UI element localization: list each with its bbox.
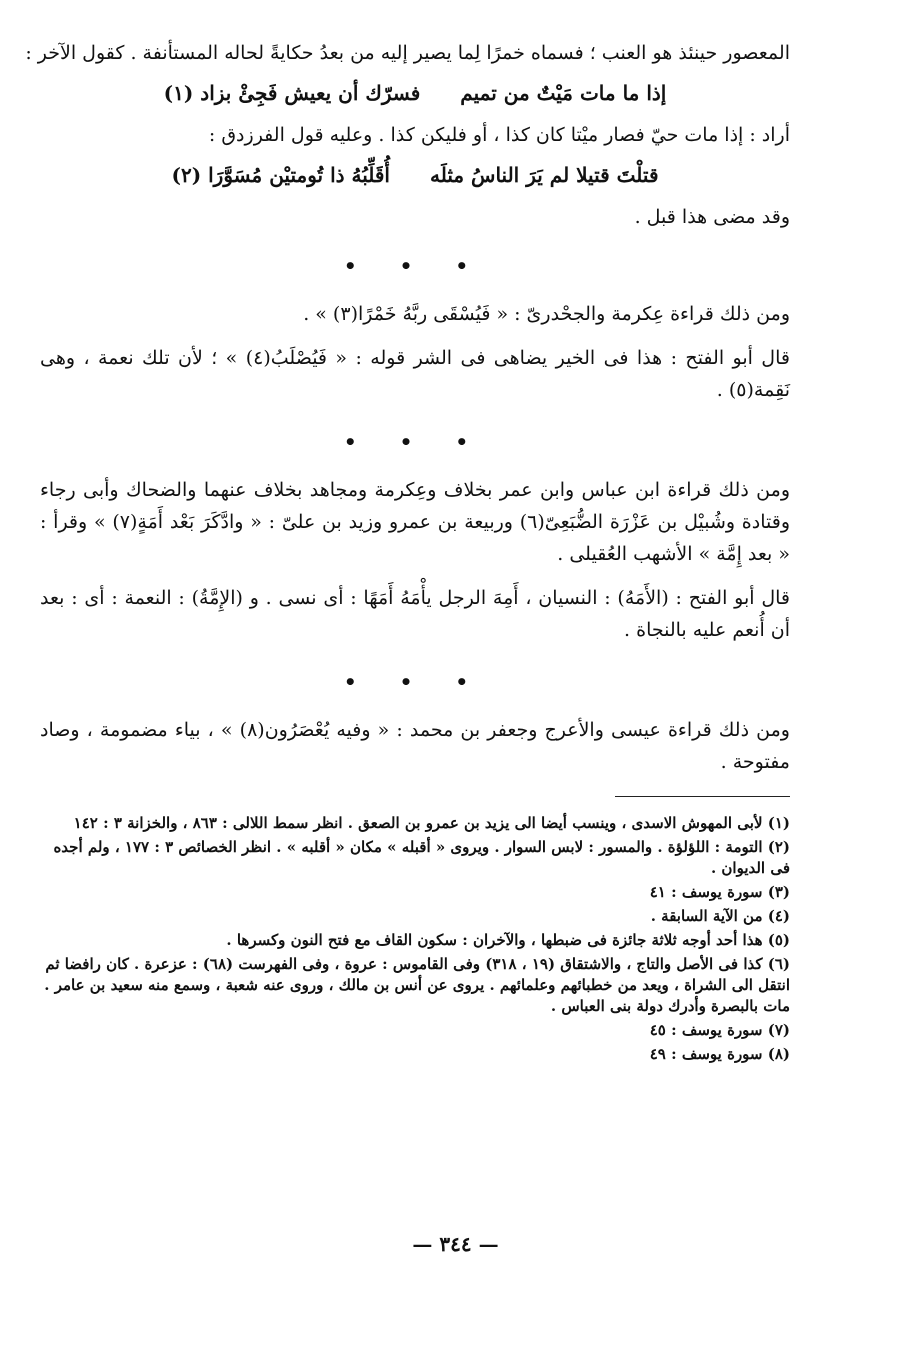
page-number: — ٣٤٤ —: [412, 1232, 499, 1256]
footnotes: [40, 813, 790, 1065]
poetry-verse: [40, 160, 790, 190]
footnote: (٦) كذا فى الأصل والتاج ، والاشتقاق (١٩ ، ٣١٨) وفى القاموس : عروة ، وفى الفهرست (٦٨) : عزعرة . كان رافضا ثم انتقل الى الشراة ، ويعد من خطبائهم وعلمائهم . يروى عن أنس بن مالك ، وروى عنه شعبة ، وسمع منه سعيد بن عامر . مات بالبصرة وأدرك دولة بنى العباس .: [44, 955, 790, 1015]
paragraph: ومن ذلك قراءة عيسى والأعرج وجعفر بن محمد : « وفيه يُعْصَرُون(٨) » ، بياء مضمومة ، وصاد مفتوحة .: [40, 719, 790, 773]
page-content: [25, 40, 791, 1330]
verse-hemistich: إذا ما مات مَيْتٌ من تميم: [460, 81, 667, 105]
footnote: (١) لأبى المهوش الاسدى ، وينسب أيضا الى يزيد بن عمرو بن الصعق . انظر سمط اللالى : ٨٦٣ ، والخزانة ٣ : ١٤٢: [73, 814, 790, 832]
paragraph: قال أبو الفتح : هذا فى الخير يضاهى فى الشر قوله : « فَيُصْلَبُ(٤) » ؛ لأن تلك نعمة ، وهى نَقِمة(٥) .: [40, 347, 790, 401]
text-line: أراد : إذا مات حيّ فصار ميْتا كان كذا ، أو فليكن كذا . وعليه قول الفرزدق :: [208, 124, 790, 146]
section-separator: • • •: [343, 670, 487, 694]
footnote: (٨) سورة يوسف : ٤٩: [649, 1045, 790, 1063]
footnote: (٤) من الآية السابقة .: [650, 907, 790, 925]
verse-hemistich: فسرّك أن يعيش فَجِئْ بزاد (١): [163, 81, 421, 105]
footnote: (٧) سورة يوسف : ٤٥: [649, 1021, 790, 1039]
footnote: (٥) هذا أحد أوجه ثلاثة جائزة فى ضبطها ، والآخران : سكون القاف مع فتح النون وكسرها .: [226, 931, 790, 949]
footnote-divider: [615, 796, 790, 797]
verse-hemistich: أُقَلِّبُهُ ذا تُومتيْن مُسَوَّرَا (٢): [171, 163, 390, 187]
footnote: (٣) سورة يوسف : ٤١: [649, 883, 790, 901]
text-line: المعصور حينئذ هو العنب ؛ فسماه خمرًا لِما يصير إليه من بعدُ حكايةً لحاله المستأنفة . كقول الآخر :: [25, 42, 790, 64]
section-separator: • • •: [343, 430, 487, 454]
text-line: وقد مضى هذا قبل .: [634, 206, 790, 228]
section-separator: • • •: [343, 254, 487, 278]
poetry-verse: [40, 78, 790, 108]
paragraph: قال أبو الفتح : (الأَمَهُ) : النسيان ، أَمِهَ الرجل يأْمَهُ أَمَهًا : أى نسى . و (الإِمَّةُ) : النعمة : أى : بعد أن أُنعم عليه بالنجاة .: [40, 587, 790, 641]
paragraph: ومن ذلك قراءة عِكرمة والجحْدرىّ : « فَيُسْقَى ربَّهُ خَمْرًا(٣) » .: [303, 303, 790, 325]
footnote: (٢) التومة : اللؤلؤة . والمسور : لابس السوار . ويروى « أقبله » مكان « أقلبه » . انظر الخصائص ٣ : ١٧٧ ، ولم أجده فى الديوان .: [53, 838, 790, 877]
verse-hemistich: قتلْتَ قتيلا لم يَرَ الناسُ مثلَه: [429, 163, 659, 187]
paragraph: ومن ذلك قراءة ابن عباس وابن عمر بخلاف وعِكرمة ومجاهد بخلاف عنهما والضحاك وأبى رجاء وقتادة وشُبيْل بن عَزْرَة الضُّبَعِىّ(٦) وربيعة بن عمرو وزيد بن علىّ : « وادَّكَرَ بَعْد أَمَةٍ(٧) » وقرأ : « بعد إِمَّة » الأشهب العُقيلى .: [40, 479, 791, 565]
